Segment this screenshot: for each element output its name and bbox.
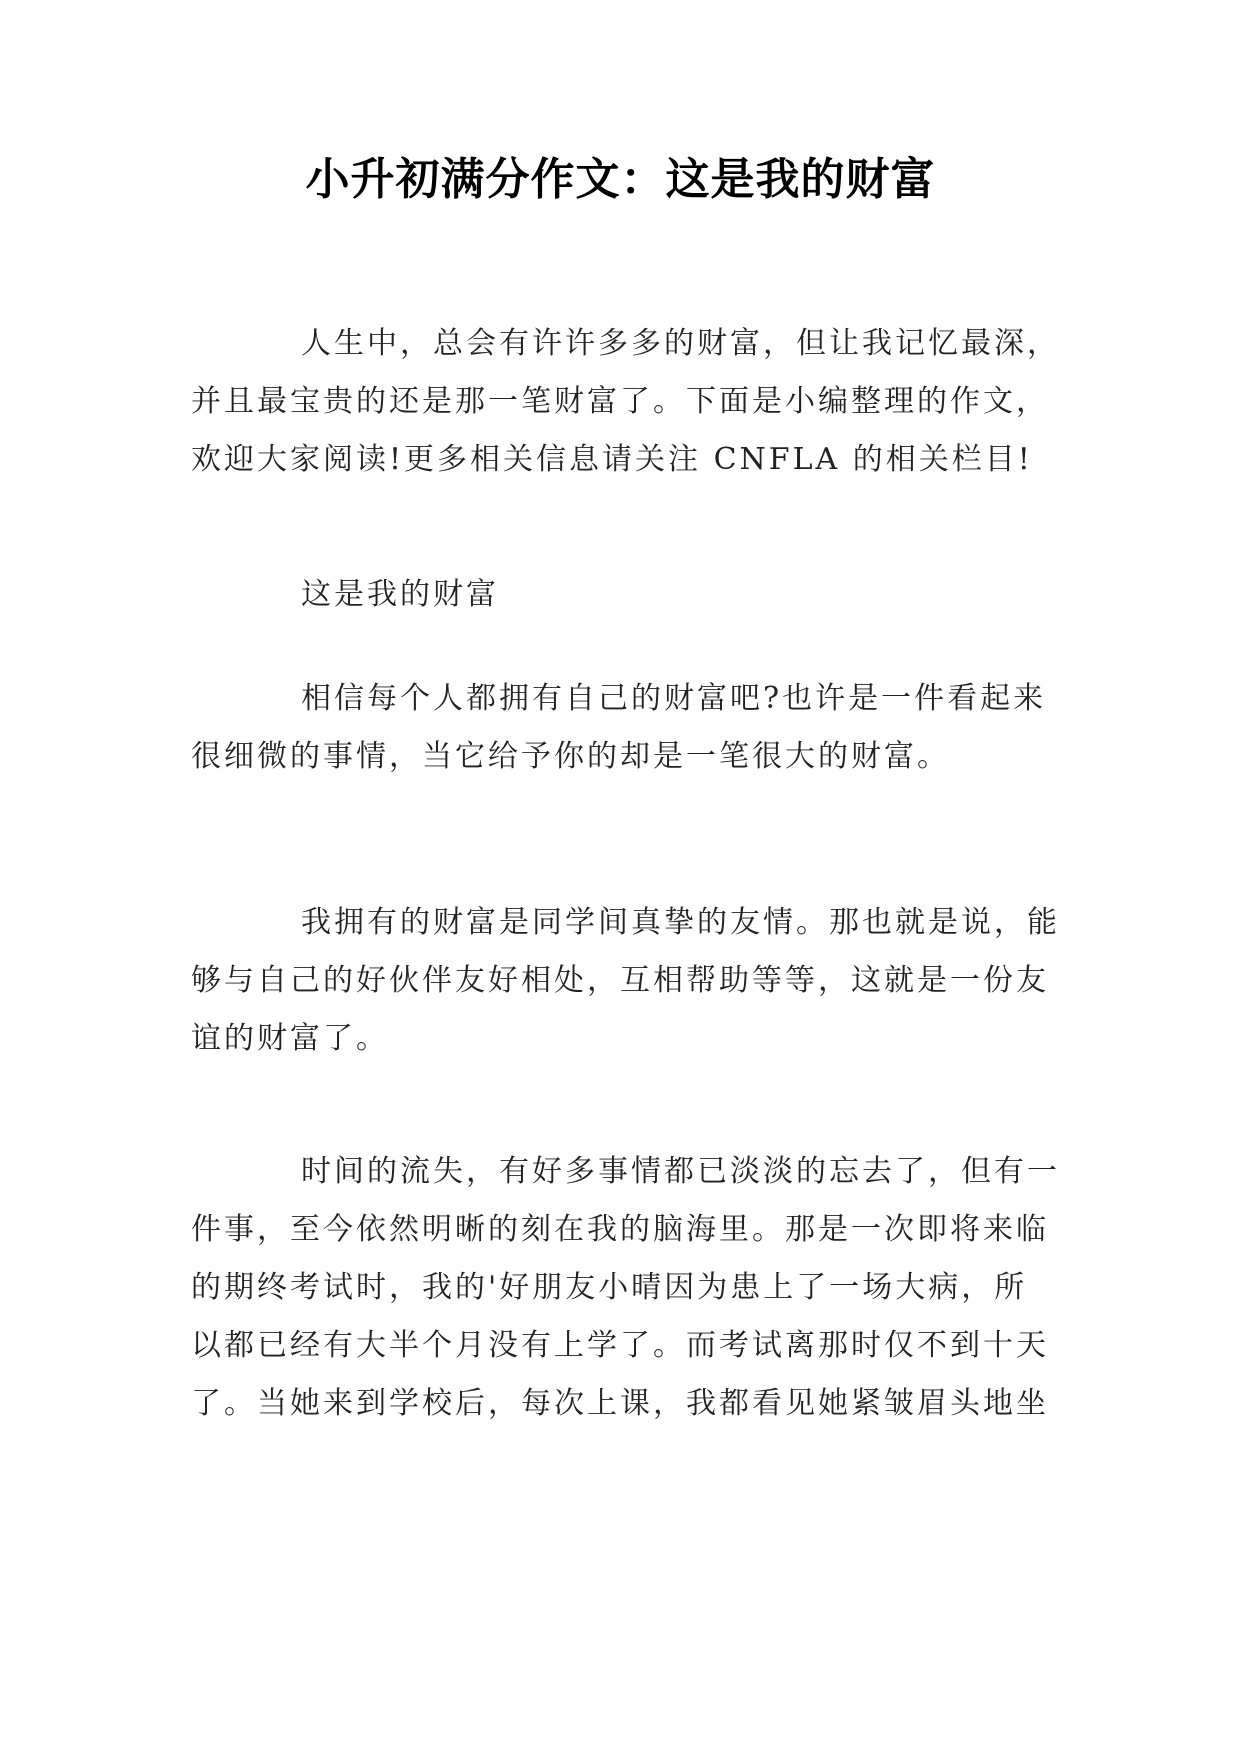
paragraph-line: 我拥有的财富是同学间真挚的友情。那也就是说，能: [301, 905, 1060, 940]
paragraph-line: 以都已经有大半个月没有上学了。而考试离那时仅不到十天: [191, 1328, 1049, 1363]
paragraph-line: 的期终考试时，我的'好朋友小晴因为患上了一场大病，所: [191, 1270, 1028, 1305]
paragraph-line: 这是我的财富: [301, 577, 499, 612]
body-paragraph: [191, 1143, 1061, 1433]
paragraph-line: 时间的流失，有好多事情都已淡淡的忘去了，但有一: [301, 1154, 1060, 1189]
document-title: 小升初满分作文：这是我的财富: [305, 154, 936, 205]
paragraph-line: 人生中，总会有许许多多的财富，但让我记忆最深，: [301, 326, 1060, 361]
paragraph-line: 并且最宝贵的还是那一笔财富了。下面是小编整理的作文，: [191, 384, 1049, 419]
paragraph-line: 够与自己的好伙伴友好相处，互相帮助等等，这就是一份友: [191, 963, 1049, 998]
paragraph-line: 很细微的事情，当它给予你的却是一笔很大的财富。: [191, 739, 950, 774]
paragraph-line: 件事，至今依然明晰的刻在我的脑海里。那是一次即将来临: [191, 1212, 1049, 1247]
paragraph-line: 相信每个人都拥有自己的财富吧?也许是一件看起来: [301, 681, 1047, 716]
section-heading: [191, 566, 1061, 624]
intro-paragraph: [191, 315, 1061, 489]
body-paragraph: [191, 894, 1061, 1068]
paragraph-line: 谊的财富了。: [191, 1021, 389, 1056]
paragraph-line: 了。当她来到学校后，每次上课，我都看见她紧皱眉头地坐: [191, 1386, 1049, 1421]
paragraph-line: 欢迎大家阅读!更多相关信息请关注 CNFLA 的相关栏目!: [191, 442, 1033, 477]
body-paragraph: [191, 670, 1061, 786]
